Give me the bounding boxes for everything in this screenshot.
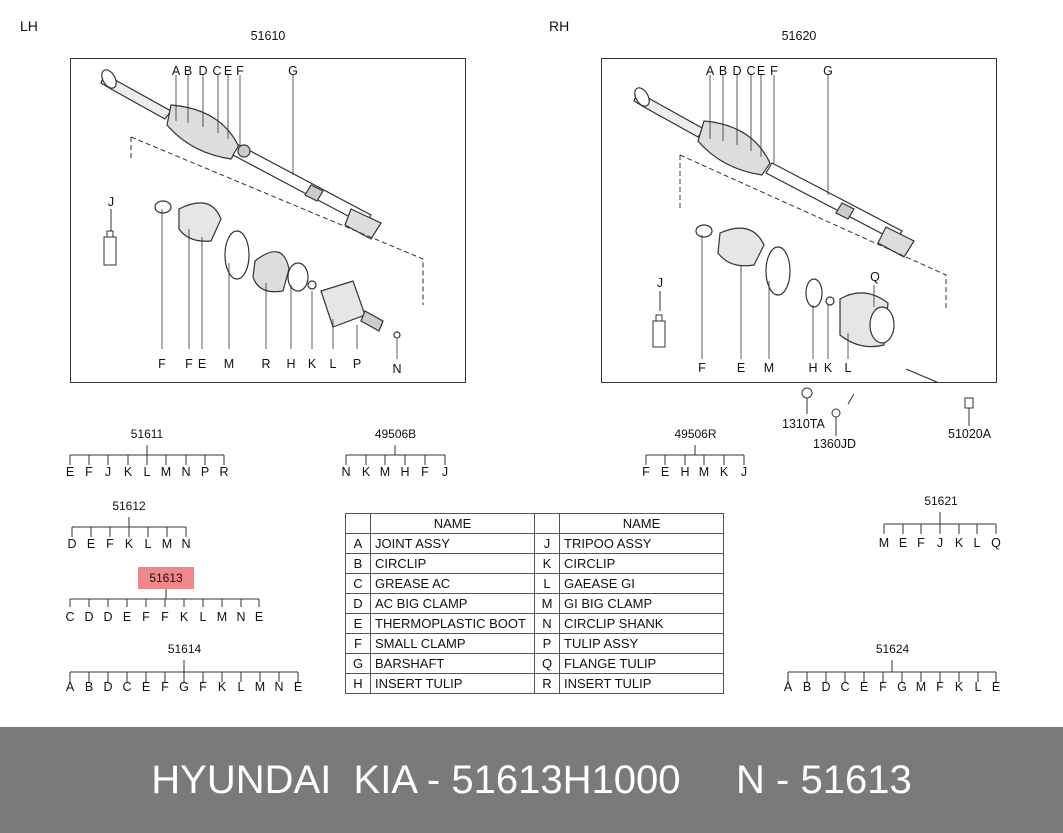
tree-leaf: F: [421, 465, 429, 479]
tree-leaf: C: [122, 680, 132, 694]
table-key: E: [346, 614, 371, 634]
footer-spacer: [680, 758, 736, 803]
tree-leaf: L: [974, 680, 982, 694]
part-name-table: [345, 513, 724, 694]
table-key: J: [535, 534, 560, 554]
lh-top-label: A: [171, 64, 181, 78]
tree-leaf: E: [141, 680, 151, 694]
tree-leaf: F: [161, 610, 169, 624]
lh-bottom-label: M: [223, 357, 235, 371]
tree-51614: [62, 642, 307, 700]
lh-diagram-frame: [70, 58, 466, 383]
tree-51611: [62, 427, 232, 483]
table-value: JOINT ASSY: [371, 534, 535, 554]
table-value: BARSHAFT: [371, 654, 535, 674]
tree-leaf: K: [124, 537, 134, 551]
tree-leaf: F: [199, 680, 207, 694]
table-row: [346, 534, 724, 554]
tree-leaf: J: [104, 465, 112, 479]
lh-bottom-label: N: [392, 362, 402, 376]
table-header-cell: [346, 514, 371, 534]
lh-top-label: E: [223, 64, 233, 78]
table-row: [346, 634, 724, 654]
tree-49506R: [638, 427, 753, 483]
tree-leaf: K: [361, 465, 371, 479]
lh-top-label: C: [212, 64, 222, 78]
tree-leaf: L: [237, 680, 245, 694]
tree-lines: [62, 642, 307, 682]
table-value: TULIP ASSY: [560, 634, 724, 654]
tree-leaf: F: [85, 465, 93, 479]
tree-leaf: N: [274, 680, 284, 694]
table-key: K: [535, 554, 560, 574]
tree-leaf: F: [142, 610, 150, 624]
table-value: CIRCLIP: [560, 554, 724, 574]
table-header-name: NAME: [371, 514, 535, 534]
rh-assembly-number: 51620: [781, 29, 817, 43]
table-row: [346, 594, 724, 614]
tree-leaf: B: [84, 680, 94, 694]
table-row: [346, 554, 724, 574]
footer-ref-number: N - 51613: [736, 757, 912, 802]
tree-leaf: J: [936, 536, 944, 550]
lh-bottom-label: H: [286, 357, 296, 371]
table-value: AC BIG CLAMP: [371, 594, 535, 614]
rh-top-label: A: [705, 64, 715, 78]
lh-bottom-label: P: [352, 357, 362, 371]
tree-lines: [780, 642, 1005, 682]
table-row: [346, 574, 724, 594]
footer-part-number: HYUNDAI KIA - 51613H1000: [151, 757, 681, 802]
tree-code: 51611: [130, 427, 164, 441]
tree-leaf: A: [65, 680, 75, 694]
table-value: FLANGE TULIP: [560, 654, 724, 674]
tree-leaf: E: [859, 680, 869, 694]
rh-top-label: G: [823, 64, 833, 78]
rh-fasteners: [780, 380, 1020, 450]
tree-51613: [62, 567, 267, 625]
rh-bottom-label: F: [698, 361, 706, 375]
tree-lines: [64, 499, 194, 539]
table-value: CIRCLIP SHANK: [560, 614, 724, 634]
tree-leaf: K: [954, 680, 964, 694]
tree-code: 51621: [924, 494, 958, 508]
tree-code: 49506B: [374, 427, 417, 441]
tree-leaf: E: [254, 610, 264, 624]
tree-leaf: C: [840, 680, 850, 694]
tree-leaf: D: [103, 610, 113, 624]
tree-leaf: J: [441, 465, 449, 479]
table-key: G: [346, 654, 371, 674]
tree-leaf: E: [65, 465, 75, 479]
tree-lines: [62, 567, 267, 607]
table-key: C: [346, 574, 371, 594]
tree-leaf: L: [144, 537, 152, 551]
rh-top-label: D: [732, 64, 742, 78]
table-key: R: [535, 674, 560, 694]
tree-leaf: M: [216, 610, 228, 624]
tree-leaf: H: [400, 465, 410, 479]
table-value: GI BIG CLAMP: [560, 594, 724, 614]
table-key: N: [535, 614, 560, 634]
footer-banner: [0, 727, 1063, 833]
table-value: SMALL CLAMP: [371, 634, 535, 654]
rh-shaft: [632, 85, 914, 257]
table-value: GREASE AC: [371, 574, 535, 594]
tree-leaf: E: [991, 680, 1001, 694]
tree-leaf: G: [179, 680, 189, 694]
tree-leaf: F: [936, 680, 944, 694]
tree-leaf: M: [254, 680, 266, 694]
table-value: TRIPOO ASSY: [560, 534, 724, 554]
tree-code: 51612: [112, 499, 146, 513]
tree-leaf: E: [122, 610, 132, 624]
lh-j-label: J: [107, 195, 115, 209]
tree-leaf: M: [698, 465, 710, 479]
tree-leaf: G: [897, 680, 907, 694]
rh-top-label: B: [718, 64, 728, 78]
rh-nut-label: 1310TA: [782, 417, 825, 431]
table-row: [346, 614, 724, 634]
table-key: A: [346, 534, 371, 554]
lh-bottom-label: L: [329, 357, 337, 371]
tree-leaf: N: [341, 465, 351, 479]
tree-leaf: C: [65, 610, 75, 624]
lh-top-label: G: [288, 64, 298, 78]
lh-bottom-label: K: [307, 357, 317, 371]
tree-leaf: B: [802, 680, 812, 694]
lh-bottom-label: F: [185, 357, 193, 371]
tree-leaf: H: [680, 465, 690, 479]
tree-51624: [780, 642, 1005, 700]
tree-leaf: R: [219, 465, 229, 479]
rh-bottom-label: M: [763, 361, 775, 375]
tree-leaf: K: [719, 465, 729, 479]
tree-leaf: J: [740, 465, 748, 479]
rh-bottom-label: L: [844, 361, 852, 375]
table-value: INSERT TULIP: [560, 674, 724, 694]
tree-leaf: K: [954, 536, 964, 550]
lh-grease-tube: [104, 209, 116, 265]
tree-leaf: M: [915, 680, 927, 694]
rh-bottom-label: E: [736, 361, 746, 375]
tree-leaf: L: [199, 610, 207, 624]
tree-code: 51614: [167, 642, 202, 656]
tree-leaf: K: [217, 680, 227, 694]
table-key: F: [346, 634, 371, 654]
table-key: D: [346, 594, 371, 614]
table-key: P: [535, 634, 560, 654]
lh-driveshaft-drawing: [71, 59, 465, 382]
lh-top-label: F: [236, 64, 244, 78]
rh-bottom-label: K: [823, 361, 833, 375]
rh-boot-parts: [696, 225, 972, 382]
table-value: CIRCLIP: [371, 554, 535, 574]
lh-bottom-label: E: [197, 357, 207, 371]
rh-top-label: F: [770, 64, 778, 78]
rh-j-label: J: [656, 276, 664, 290]
rh-bolt-label: 51020A: [948, 427, 992, 441]
table-header-name: NAME: [560, 514, 724, 534]
table-key: H: [346, 674, 371, 694]
table-row: [346, 674, 724, 694]
tree-code-highlighted: 51613: [138, 567, 194, 589]
lh-assembly-number: 51610: [250, 29, 286, 43]
lh-top-label: D: [198, 64, 208, 78]
table-header-cell: [535, 514, 560, 534]
tree-code: 51624: [875, 642, 910, 656]
tree-leaf: D: [103, 680, 113, 694]
tree-51612: [64, 499, 194, 555]
table-value: THERMOPLASTIC BOOT: [371, 614, 535, 634]
tree-49506B: [338, 427, 453, 483]
tree-lines: [338, 427, 453, 467]
tree-leaf: K: [123, 465, 133, 479]
rh-driveshaft-drawing: [602, 59, 996, 382]
tree-leaf: F: [106, 537, 114, 551]
rh-label: RH: [549, 18, 570, 34]
table-header-row: [346, 514, 724, 534]
tree-leaf: L: [143, 465, 151, 479]
table-key: L: [535, 574, 560, 594]
lh-bottom-label: R: [261, 357, 271, 371]
tree-leaf: D: [821, 680, 831, 694]
tree-leaf: E: [898, 536, 908, 550]
tree-lines: [62, 427, 232, 467]
lh-top-label: B: [183, 64, 193, 78]
tree-leaf: P: [200, 465, 210, 479]
rh-q-label: Q: [870, 270, 880, 284]
tree-leaf: M: [161, 537, 173, 551]
tree-leaf: Q: [991, 536, 1001, 550]
tree-leaf: N: [181, 537, 191, 551]
tree-leaf: M: [878, 536, 890, 550]
tree-code: 49506R: [674, 427, 717, 441]
tree-leaf: K: [179, 610, 189, 624]
tree-leaf: N: [181, 465, 191, 479]
rh-bottom-label: H: [808, 361, 818, 375]
tree-leaf: N: [236, 610, 246, 624]
tree-leaf: M: [160, 465, 172, 479]
tree-lines: [876, 494, 1006, 536]
rh-grease-tube: [653, 291, 665, 347]
tree-leaf: F: [161, 680, 169, 694]
table-key: M: [535, 594, 560, 614]
rh-diagram-frame: [601, 58, 997, 383]
rh-top-label: E: [756, 64, 766, 78]
tree-51621: [876, 494, 1006, 550]
table-key: B: [346, 554, 371, 574]
tree-leaf: D: [67, 537, 77, 551]
table-key: Q: [535, 654, 560, 674]
tree-leaf: E: [293, 680, 303, 694]
table-row: [346, 654, 724, 674]
tree-leaf: A: [783, 680, 793, 694]
tree-leaf: F: [879, 680, 887, 694]
table-value: GAEASE GI: [560, 574, 724, 594]
tree-leaf: F: [642, 465, 650, 479]
rh-washer-label: 1360JD: [813, 437, 857, 450]
tree-leaf: E: [660, 465, 670, 479]
rh-top-label: C: [746, 64, 756, 78]
tree-leaf: F: [917, 536, 925, 550]
table-value: INSERT TULIP: [371, 674, 535, 694]
lh-bottom-label: F: [158, 357, 166, 371]
lh-label: LH: [20, 18, 38, 34]
tree-leaf: E: [86, 537, 96, 551]
tree-leaf: M: [379, 465, 391, 479]
tree-leaf: D: [84, 610, 94, 624]
tree-leaf: L: [973, 536, 981, 550]
tree-lines: [638, 427, 753, 467]
